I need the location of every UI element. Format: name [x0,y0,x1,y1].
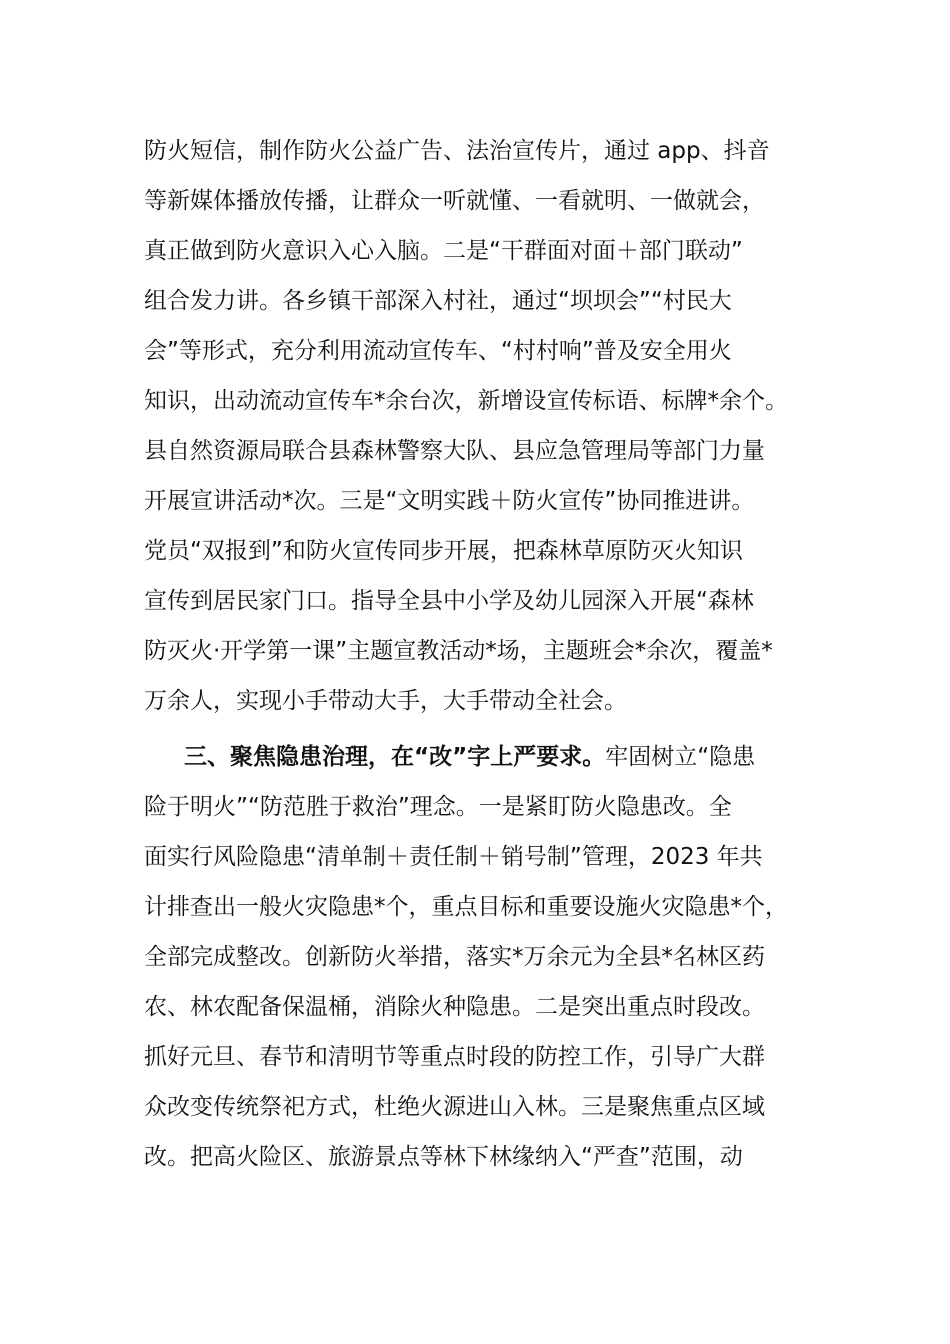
text-line: 面实行风险隐患“清单制＋责任制＋销号制”管理，2023 年共 [144,844,763,870]
text-line: 开展宣讲活动*次。三是“文明实践＋防火宣传”协同推进讲。 [144,488,755,514]
text-line: 险于明火”“防范胜于救治”理念。一是紧盯防火隐患改。全 [144,794,732,820]
heading-continuation: 牢固树立“隐患 [605,744,756,770]
text-line: 全部完成整改。创新防火举措，落实*万余元为全县*名林区药 [144,944,765,970]
text-line: 真正做到防火意识入心入脑。二是“干群面对面＋部门联动” [144,238,743,264]
text-line: 众改变传统祭祀方式，杜绝火源进山入林。三是聚焦重点区域 [144,1094,765,1120]
text-line: 县自然资源局联合县森林警察大队、县应急管理局等部门力量 [144,438,765,464]
text-line-first [144,732,814,782]
text-line: 改。把高火险区、旅游景点等林下林缘纳入“严查”范围，动 [144,1144,743,1170]
section-heading: 三、聚焦隐患治理，在“改”字上严要求。 [184,744,606,770]
text-line: 抓好元旦、春节和清明节等重点时段的防控工作，引导广大群 [144,1044,765,1070]
paragraph-hazard-rectification [144,732,814,1182]
text-line: 万余人，实现小手带动大手，大手带动全社会。 [144,688,627,714]
text-line: 农、林农配备保温桶，消除火种隐患。二是突出重点时段改。 [144,994,765,1020]
text-line: 会”等形式，充分利用流动宣传车、“村村响”普及安全用火 [144,338,732,364]
text-line: 防火短信，制作防火公益广告、法治宣传片，通过 app、抖音 [144,138,770,164]
text-line: 计排查出一般火灾隐患*个，重点目标和重要设施火灾隐患*个， [144,894,788,920]
paragraph-fire-publicity [144,126,814,726]
text-line: 组合发力讲。各乡镇干部深入村社，通过“坝坝会”“村民大 [144,288,732,314]
text-line: 防灭火·开学第一课”主题宣教活动*场，主题班会*余次，覆盖* [144,638,773,664]
text-line: 党员“双报到”和防火宣传同步开展，把森林草原防灭火知识 [144,538,743,564]
text-line: 等新媒体播放传播，让群众一听就懂、一看就明、一做就会， [144,188,765,214]
text-line: 知识，出动流动宣传车*余台次，新增设宣传标语、标牌*余个。 [144,388,788,414]
text-line: 宣传到居民家门口。指导全县中小学及幼儿园深入开展“森林 [144,588,754,614]
